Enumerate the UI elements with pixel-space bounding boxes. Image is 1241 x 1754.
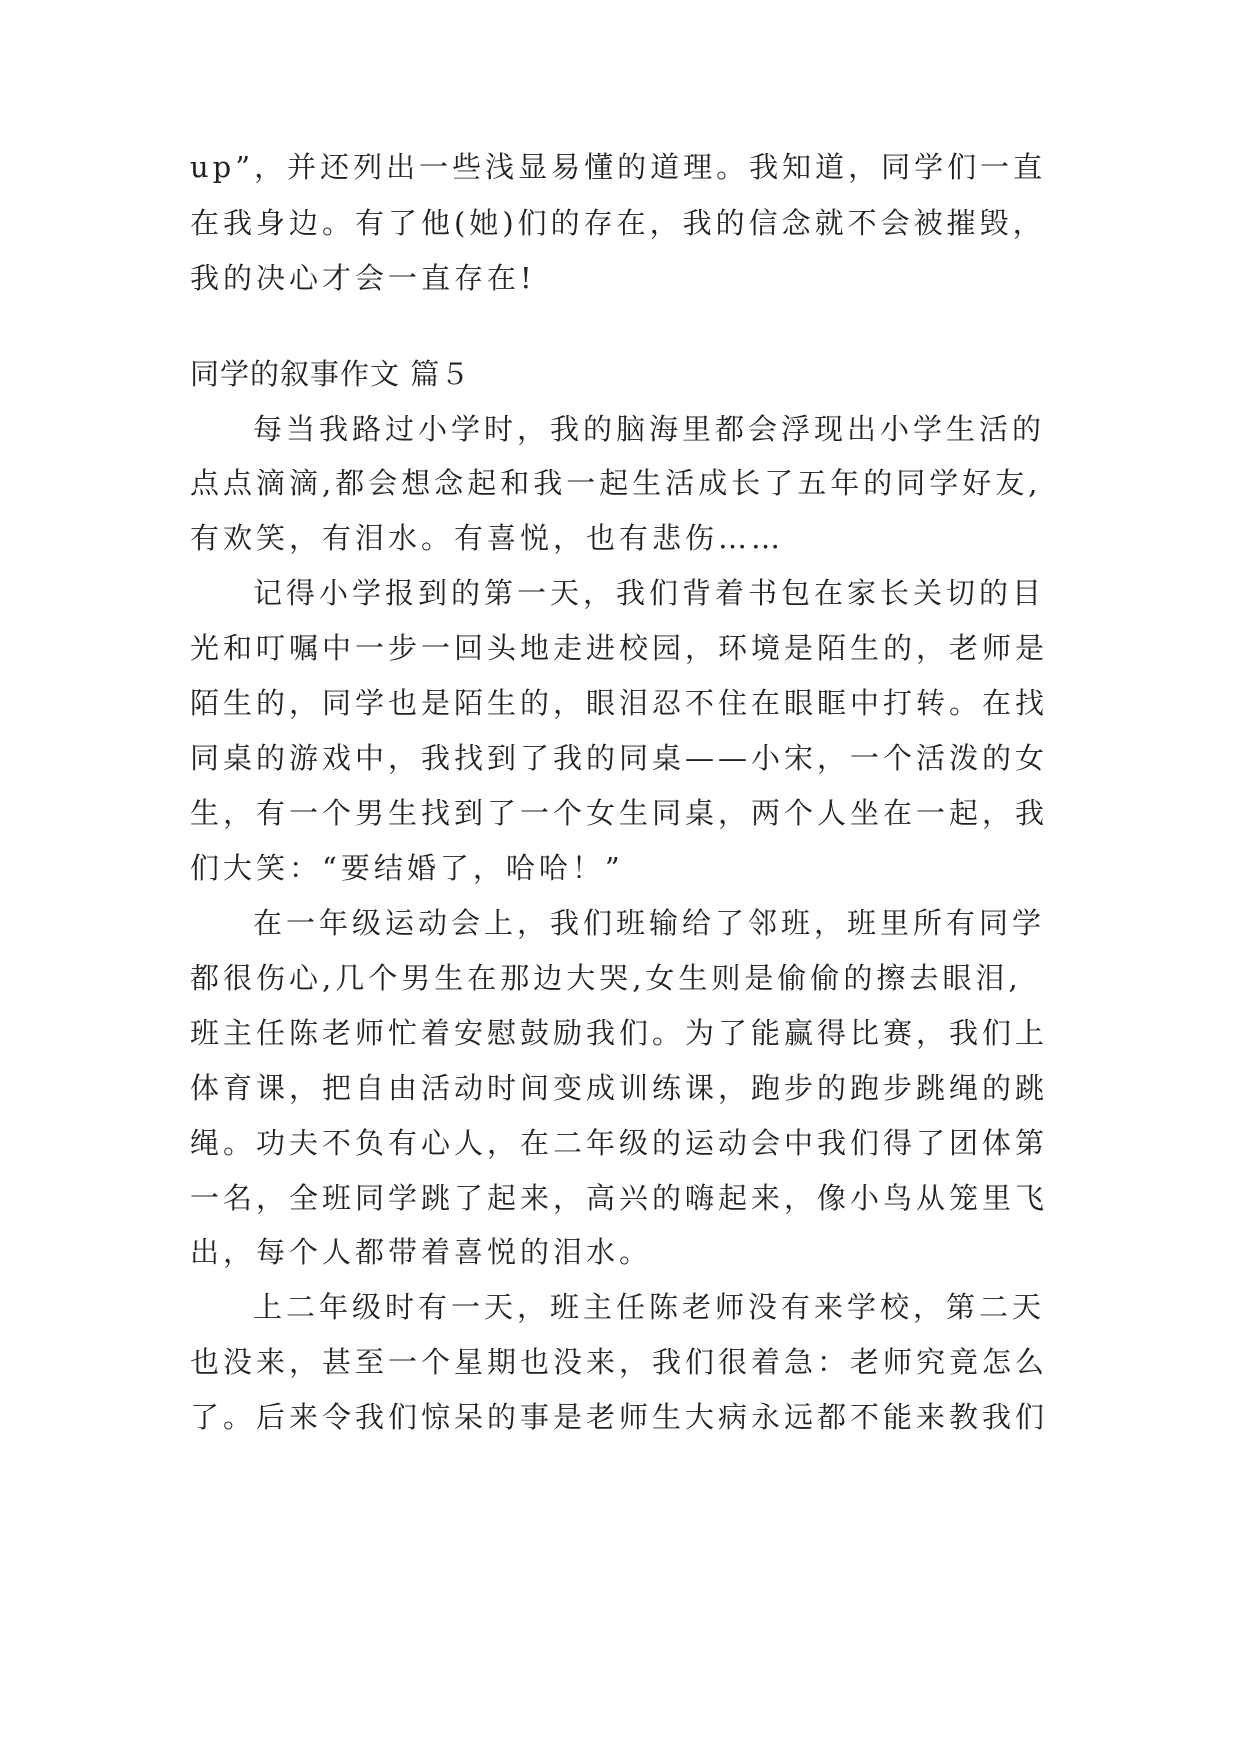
paragraph-1-line: 有欢笑，有泪水。有喜悦，也有悲伤…… <box>190 521 785 555</box>
text-line: 我的决心才会一直存在! <box>190 261 536 295</box>
text-line: up”，并还列出一些浅显易懂的道理。我知道，同学们一直 <box>190 150 1047 184</box>
text-line: 在我身边。有了他(她)们的存在，我的信念就不会被摧毁， <box>190 206 1046 240</box>
paragraph-1-line: 点点滴滴,都会想念起和我一起生活成长了五年的同学好友, <box>190 466 1042 500</box>
paragraph-3-line: 都很伤心,几个男生在那边大哭,女生则是偷偷的擦去眼泪, <box>190 961 1022 995</box>
paragraph-3-line: 出，每个人都带着喜悦的泪水。 <box>190 1235 653 1269</box>
paragraph-2-line: 同桌的游戏中，我找到了我的同桌——小宋，一个活泼的女 <box>190 741 1049 775</box>
paragraph-3-line: 体育课，把自由活动时间变成训练课，跑步的跑步跳绳的跳 <box>190 1071 1049 1105</box>
paragraph-1-line: 每当我路过小学时，我的脑海里都会浮现出小学生活的 <box>253 412 1046 446</box>
paragraph-4-line: 上二年级时有一天，班主任陈老师没有来学校，第二天 <box>253 1290 1046 1324</box>
paragraph-3-line: 班主任陈老师忙着安慰鼓励我们。为了能赢得比赛，我们上 <box>190 1016 1049 1050</box>
paragraph-2-line: 光和叮嘱中一步一回头地走进校园，环境是陌生的，老师是 <box>190 631 1049 665</box>
paragraph-2-line: 陌生的，同学也是陌生的，眼泪忍不住在眼眶中打转。在找 <box>190 686 1049 720</box>
paragraph-2-line: 们大笑：“要结婚了，哈哈！” <box>190 851 624 885</box>
paragraph-4-line: 了。后来令我们惊呆的事是老师生大病永远都不能来教我们 <box>190 1400 1049 1434</box>
paragraph-3-line: 在一年级运动会上，我们班输给了邻班，班里所有同学 <box>253 906 1046 940</box>
paragraph-4-line: 也没来，甚至一个星期也没来，我们很着急：老师究竟怎么 <box>190 1345 1049 1379</box>
paragraph-3-line: 一名，全班同学跳了起来，高兴的嗨起来，像小鸟从笼里飞 <box>190 1181 1049 1215</box>
paragraph-3-line: 绳。功夫不负有心人，在二年级的运动会中我们得了团体第 <box>190 1126 1049 1160</box>
paragraph-2-line: 生，有一个男生找到了一个女生同桌，两个人坐在一起，我 <box>190 796 1049 830</box>
paragraph-2-line: 记得小学报到的第一天，我们背着书包在家长关切的目 <box>253 576 1046 610</box>
section-title: 同学的叙事作文 篇５ <box>190 357 471 391</box>
